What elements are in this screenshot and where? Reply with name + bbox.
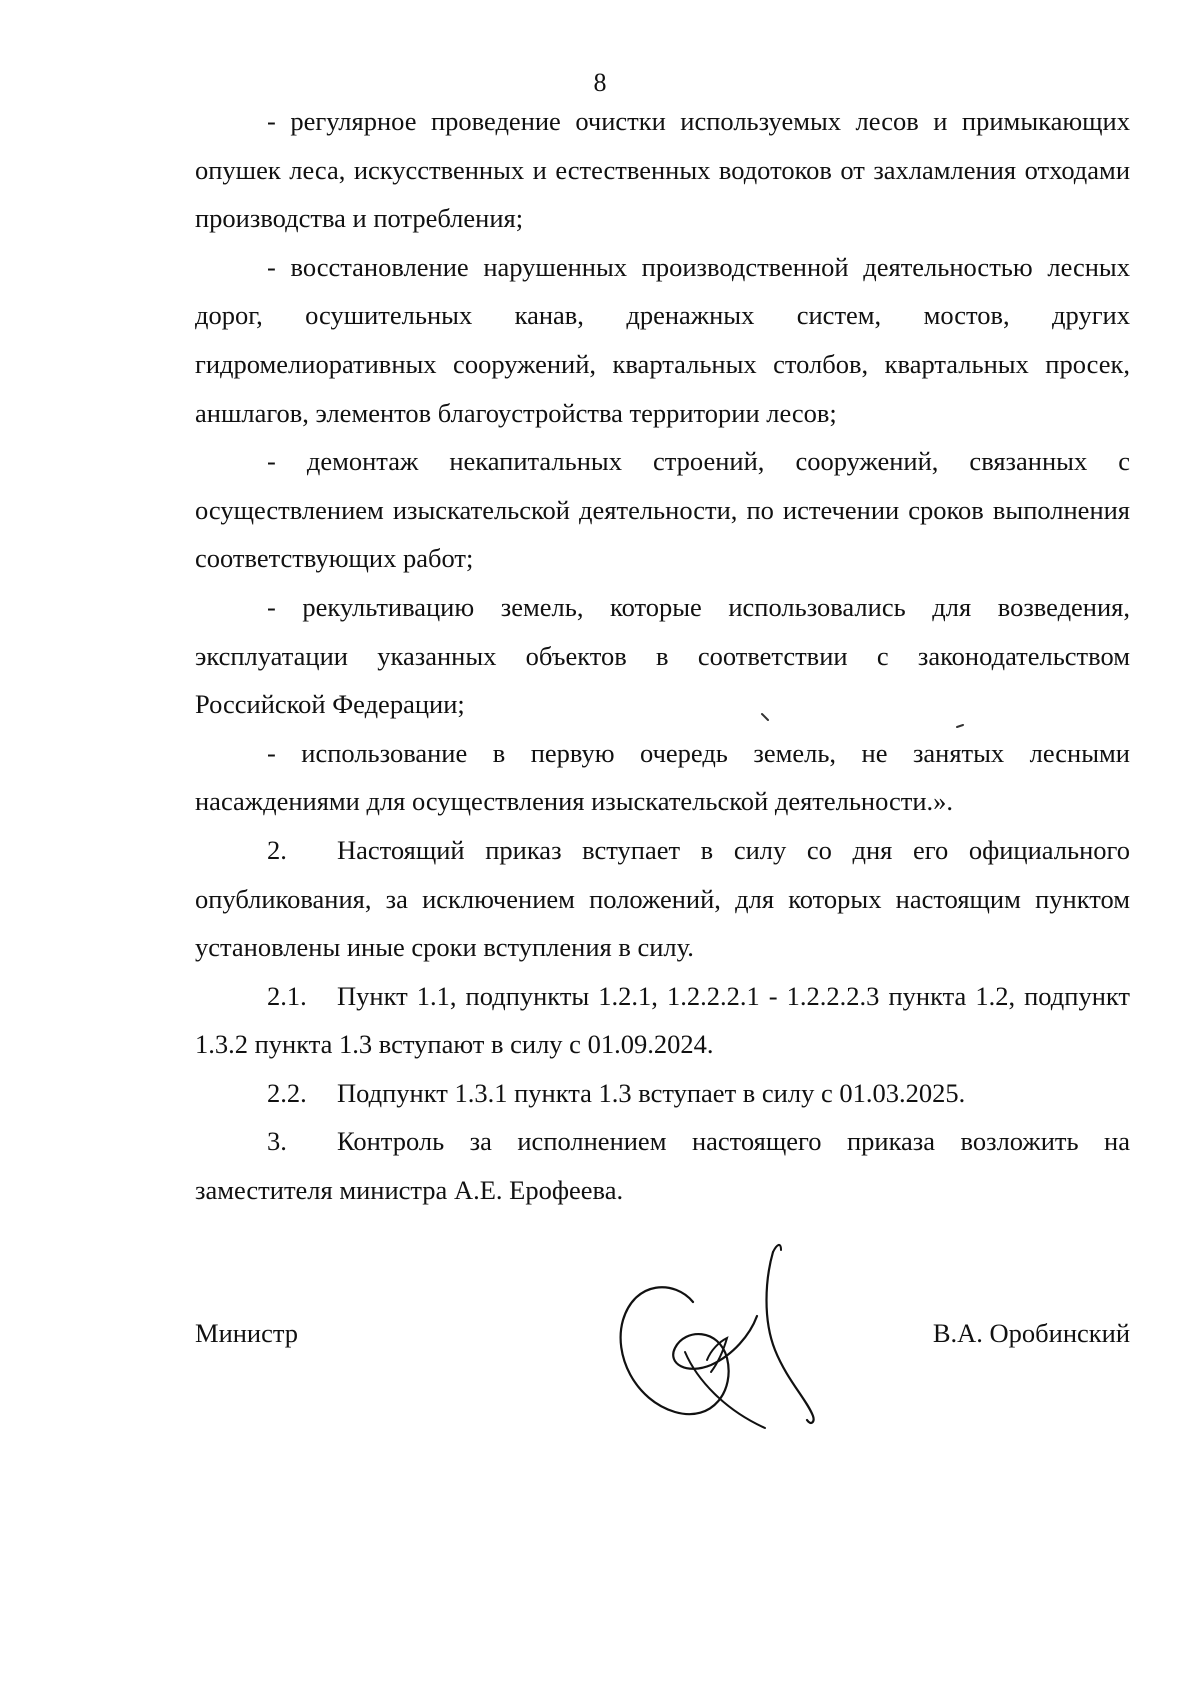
clause-text: Пункт 1.1, подпункты 1.2.1, 1.2.2.2.1 - 1.2.2.2.3 пункта 1.2, подпункт 1.3.2 пункта 1.3 вступают в силу с 01.09.2024.: [195, 980, 1130, 1060]
list-item-land-recultivation: - рекультивацию земель, которые использовались для возведения, эксплуатации указанных объектов в соответствии с законодательством Российской Федерации;: [195, 591, 1130, 720]
clause-text: Настоящий приказ вступает в силу со дня его официального опубликования, за исключением положений, для которых настоящим пунктом установлены иные сроки вступления в силу.: [195, 834, 1130, 963]
handwritten-signature: [615, 1240, 845, 1430]
clause-2-1: [195, 972, 1130, 1069]
clause-text: Контроль за исполнением настоящего приказа возложить на заместителя министра А.Е. Ерофеева.: [195, 1126, 1130, 1206]
signer-name: В.А. Оробинский: [932, 1318, 1130, 1348]
clause-number: 3.: [267, 1126, 287, 1157]
scan-artifact-mark: [955, 722, 965, 732]
clause-number: 2.1.: [267, 980, 307, 1011]
document-body: [195, 97, 1130, 1215]
clause-text: Подпункт 1.3.1 пункта 1.3 вступает в силу с 01.03.2025.: [337, 1077, 966, 1108]
clause-number: 2.2.: [267, 1077, 307, 1108]
scan-artifact-mark: [760, 712, 770, 722]
list-item-land-use-priority: - использование в первую очередь земель, не занятых лесными насаждениями для осуществления изыскательской деятельности.».: [195, 737, 1130, 817]
clause-3: [195, 1117, 1130, 1214]
clause-number: 2.: [267, 834, 287, 865]
signer-position: Министр: [195, 1318, 299, 1348]
list-item-forest-cleaning: - регулярное проведение очистки используемых лесов и примыкающих опушек леса, искусственных и естественных водотоков от захламления отходами производства и потребления;: [195, 106, 1130, 234]
list-item-road-restoration: - восстановление нарушенных производственной деятельностью лесных дорог, осушительных канав, дренажных систем, мостов, других гидромелиоративных сооружений, квартальных столбов, квартальных просек, аншлагов, элементов благоустройства территории лесов;: [195, 251, 1130, 428]
list-item-dismantling: - демонтаж некапитальных строений, сооружений, связанных с осуществлением изыскательской деятельности, по истечении сроков выполнения соответствующих работ;: [195, 446, 1130, 574]
clause-2: [195, 826, 1130, 972]
clause-2-2: [195, 1069, 1130, 1118]
page-number: 8: [593, 68, 607, 97]
